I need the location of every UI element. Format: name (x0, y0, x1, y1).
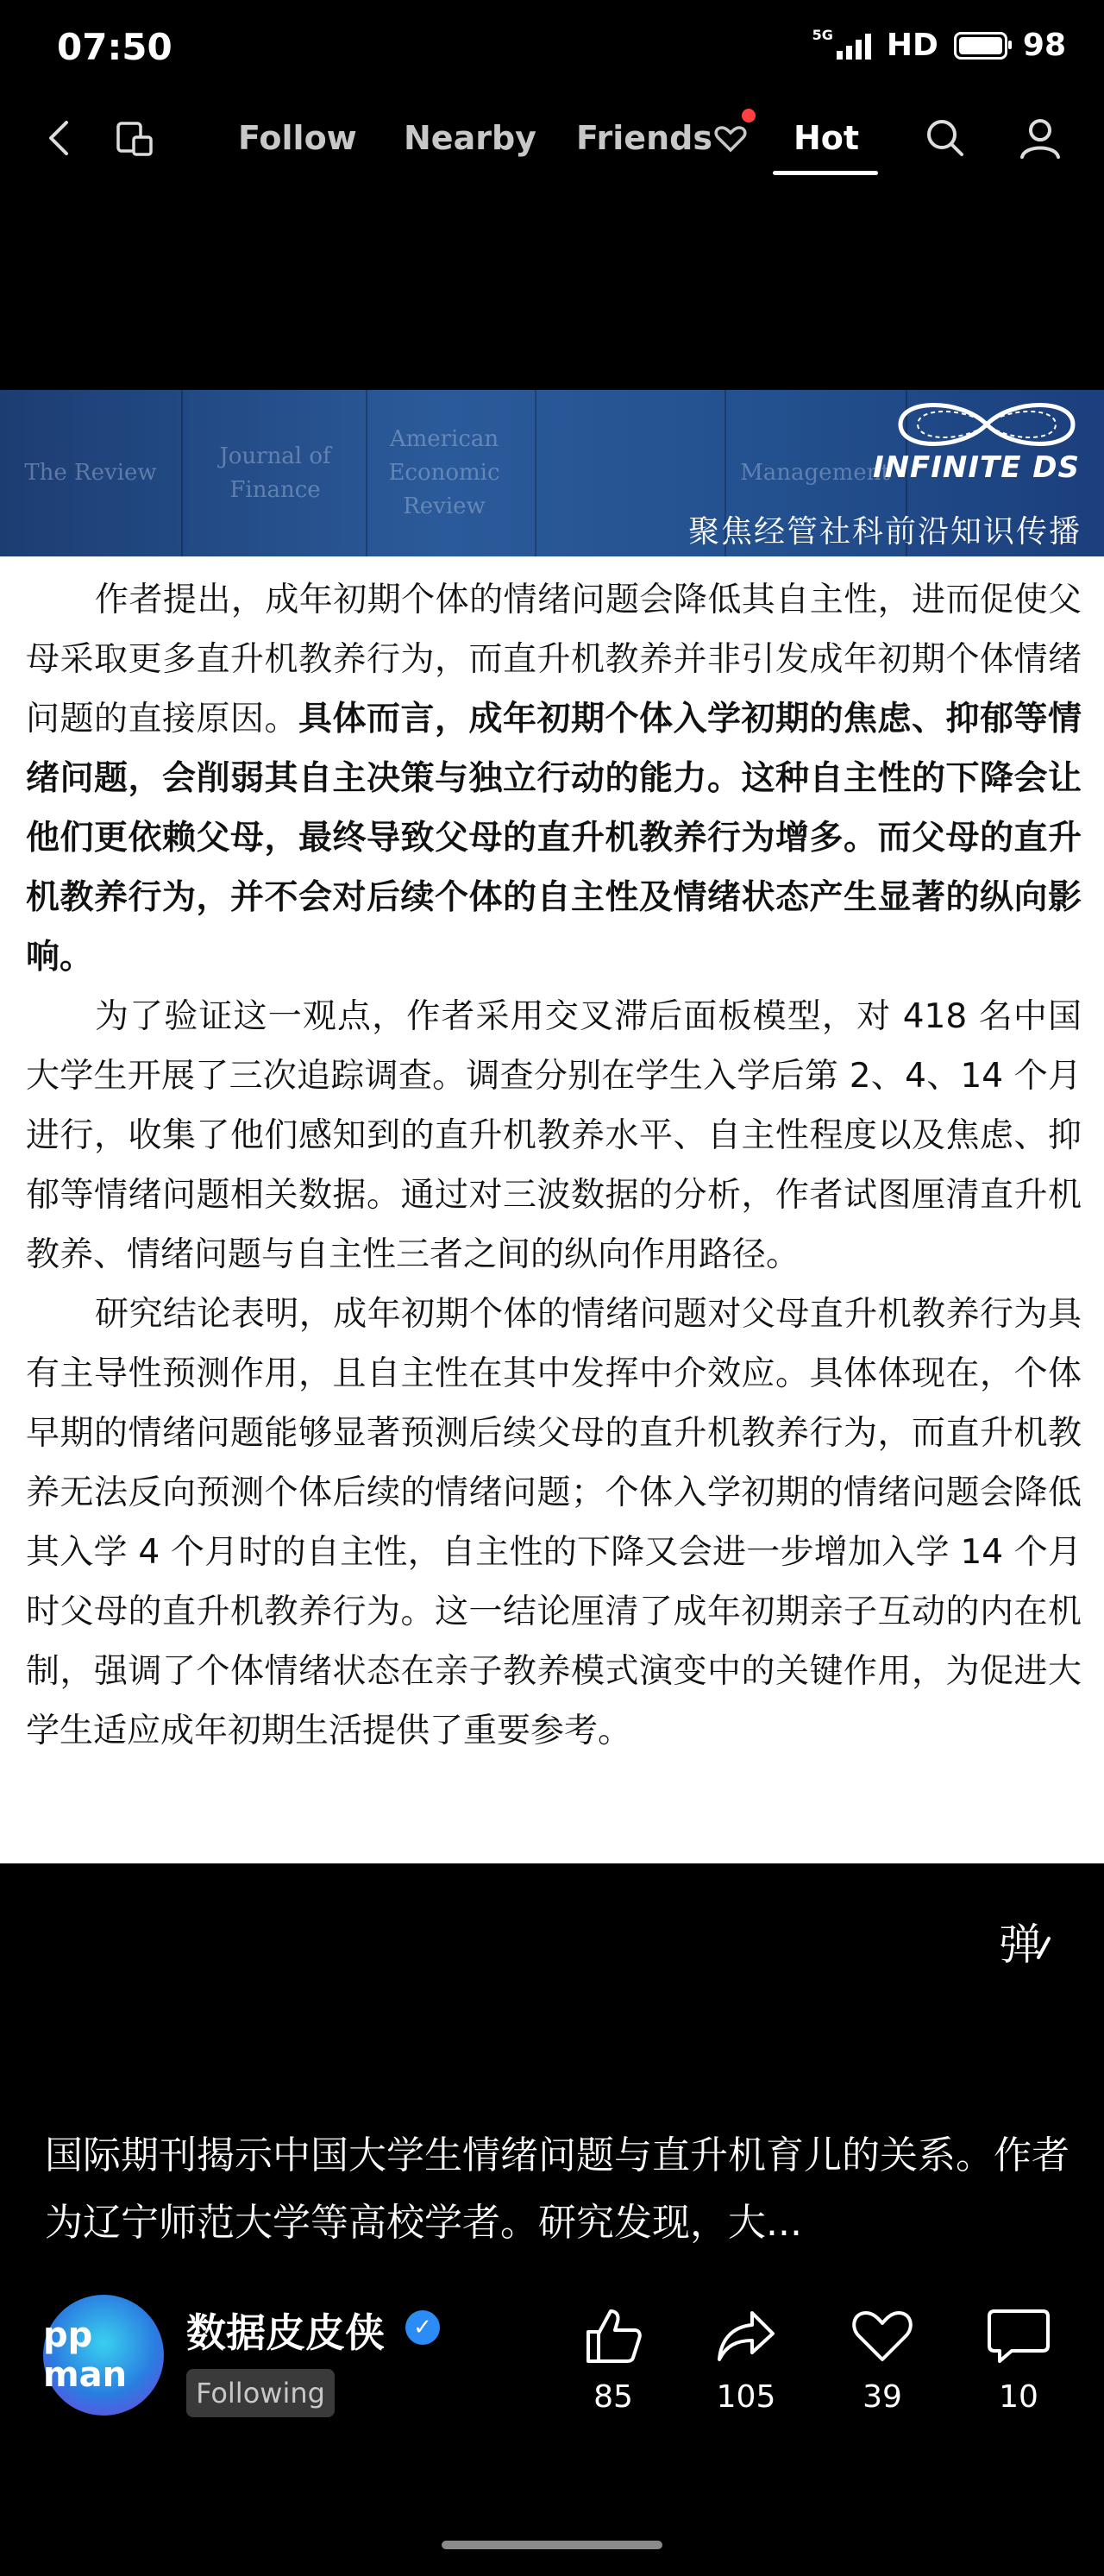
favorite-button[interactable] (835, 2302, 930, 2415)
article-body (0, 556, 1104, 1863)
comment-count: 10 (999, 2379, 1038, 2415)
status-time: 07:50 (57, 26, 172, 68)
status-indicators (812, 28, 1066, 63)
notification-dot (742, 109, 756, 123)
tab-hot[interactable]: Hot (794, 119, 860, 157)
tab-friends-label: Friends (576, 119, 712, 157)
paragraph: 研究结论表明，成年初期个体的情绪问题对父母直升机教养行为具有主导性预测作用，且自主性在其中发挥中介效应。具体体现在，个体早期的情绪问题能够显著预测后续父母的直升机教养行为，而直升机教养无法反向预测个体后续的情绪问题；个体入学初期的情绪问题会降低其入学 4 个月时的自主性，自主性的下降又会进一步增加入学 14 个月时父母的直升机教养行为。这一结论厘清了成年初期亲子互动的内在机制，强调了个体情绪状态在亲子教养模式演变中的关键作用，为促进大学生适应成年初期生活提供了重要参考。 (26, 1295, 1082, 1750)
infinity-logo-icon (892, 399, 1082, 450)
post-caption[interactable]: 国际期刊揭示中国大学生情绪问题与直升机育儿的关系。作者为辽宁师范大学等高校学者。研究发现，大... (45, 2133, 1070, 2245)
network-type: 5G (812, 27, 833, 43)
profile-icon[interactable] (1013, 110, 1068, 166)
back-icon[interactable] (31, 110, 86, 166)
brand-slogan: 聚焦经管社科前沿知识传播 (687, 514, 1082, 550)
window-icon[interactable] (107, 110, 162, 166)
tab-follow[interactable]: Follow (238, 119, 357, 157)
journal-cover: American Economic Review (354, 390, 536, 556)
heart-icon (835, 2302, 930, 2371)
journal-cover: Management (724, 390, 907, 556)
post-footer (0, 2295, 1104, 2467)
comment-button[interactable] (971, 2302, 1066, 2415)
danmu-label: 弹 (999, 1919, 1042, 1970)
signal-icon (837, 32, 871, 60)
search-icon[interactable] (918, 110, 973, 166)
article-banner (0, 390, 1104, 556)
paragraph-text: 作者提出，成年初期个体的情绪问题会降低其自主性，进而促使父母采取更多直升机教养行为，而直升机教养并非引发成年初期个体情绪问题的直接原因。 (26, 581, 1082, 738)
danmu-toggle[interactable] (999, 1910, 1052, 1972)
following-button[interactable]: Following (186, 2369, 335, 2417)
tab-friends[interactable] (576, 119, 747, 157)
battery-level: 98 (1022, 28, 1066, 63)
battery-icon (954, 32, 1007, 60)
verified-badge-icon: ✓ (405, 2310, 440, 2345)
top-nav (0, 95, 1104, 181)
brand-name: INFINITE DS (872, 450, 1080, 485)
active-tab-indicator (773, 171, 878, 175)
like-button[interactable] (566, 2302, 661, 2415)
author-name[interactable]: 数据皮皮侠 (186, 2309, 385, 2356)
share-count: 105 (716, 2379, 776, 2415)
hd-indicator: HD (886, 28, 938, 63)
comment-icon (971, 2302, 1066, 2371)
journal-cover: Journal of Finance (185, 390, 367, 556)
heart-icon (714, 125, 747, 153)
share-button[interactable] (699, 2302, 794, 2415)
status-bar (0, 0, 1104, 95)
journal-cover: The Review (0, 390, 183, 556)
favorite-count: 39 (862, 2379, 902, 2415)
avatar[interactable]: pp man (43, 2295, 164, 2416)
like-count: 85 (593, 2379, 633, 2415)
pencil-icon (1037, 1933, 1052, 1959)
paragraph-bold-text: 具体而言，成年初期个体入学初期的焦虑、抑郁等情绪问题，会削弱其自主决策与独立行动的能力。这种自主性的下降会让他们更依赖父母，最终导致父母的直升机教养行为增多。而父母的直升机教养行为，并不会对后续个体的自主性及情绪状态产生显著的纵向影响。 (26, 700, 1082, 977)
thumbs-up-icon (566, 2302, 661, 2371)
paragraph: 为了验证这一观点，作者采用交叉滞后面板模型，对 418 名中国大学生开展了三次追踪调查。调查分别在学生入学后第 2、4、14 个月进行，收集了他们感知到的直升机教养水平、自主性程度以及焦虑、抑郁等情绪问题相关数据。通过对三波数据的分析，作者试图厘清直升机教养、情绪问题与自主性三者之间的纵向作用路径。 (26, 997, 1082, 1274)
paragraph (26, 570, 1082, 987)
home-indicator[interactable] (442, 2541, 662, 2549)
tab-nearby[interactable]: Nearby (404, 119, 536, 157)
share-arrow-icon (699, 2302, 794, 2371)
